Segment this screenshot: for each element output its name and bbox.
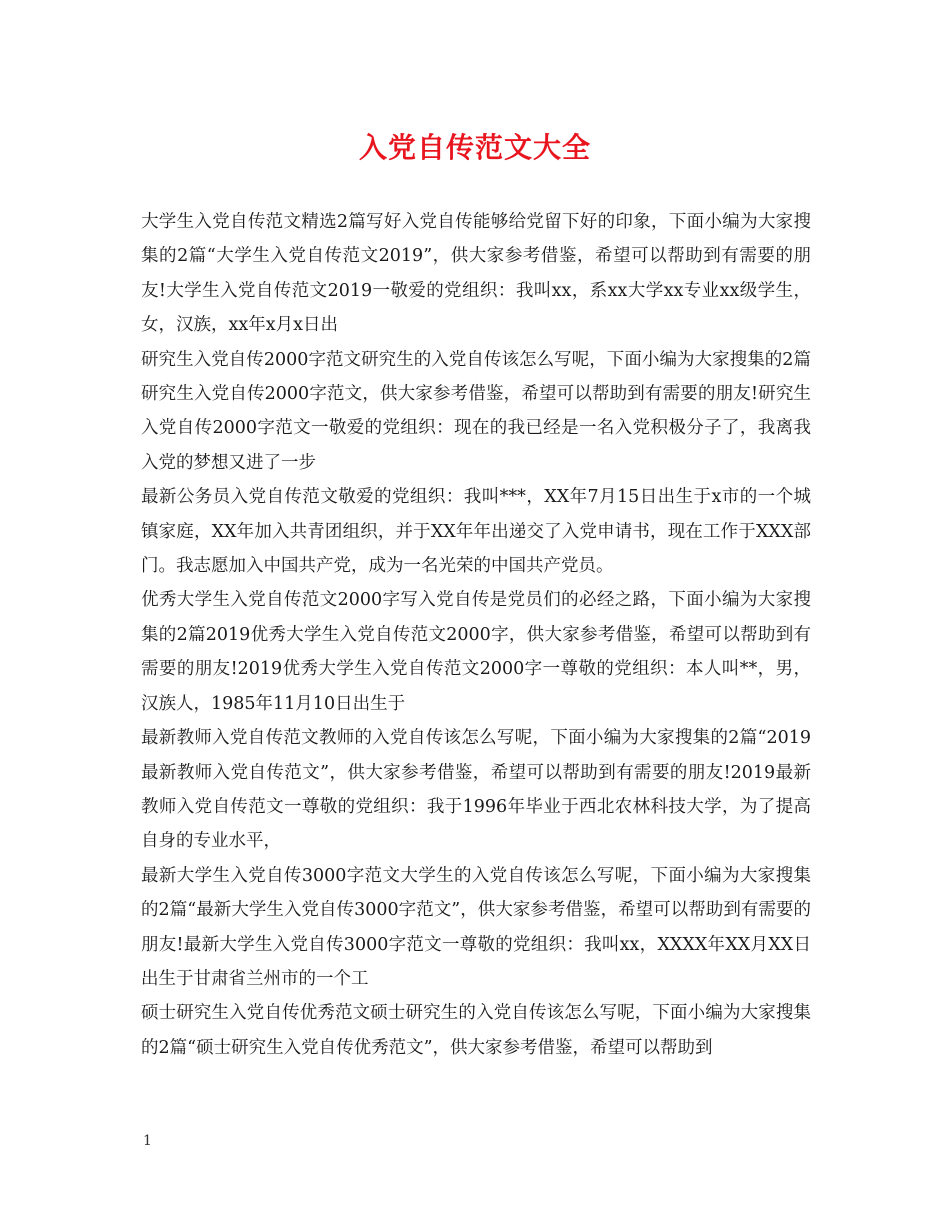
paragraph-3: 最新公务员入党自传范文敬爱的党组织：我叫***，XX年7月15日出生于x市的一个城镇家庭，XX年加入共青团组织，并于XX年年出递交了入党申请书，现在工作于XXX部门。我志愿加入中国共产党，成为一名光荣的中国共产党员。	[141, 487, 811, 577]
paragraph-5: 最新教师入党自传范文教师的入党自传该怎么写呢，下面小编为大家搜集的2篇“2019最新教师入党自传范文”，供大家参考借鉴，希望可以帮助到有需要的朋友!2019最新教师入党自传范文一尊敬的党组织：我于1996年毕业于西北农林科技大学，为了提高自身的专业水平，	[141, 728, 811, 852]
paragraph-1: 大学生入党自传范文精选2篇写好入党自传能够给党留下好的印象，下面小编为大家搜集的2篇“大学生入党自传范文2019”，供大家参考借鉴，希望可以帮助到有需要的朋友!大学生入党自传范文2019一敬爱的党组织：我叫xx，系xx大学xx专业xx级学生，女，汉族，xx年x月x日出	[141, 212, 811, 336]
paragraph-6: 最新大学生入党自传3000字范文大学生的入党自传该怎么写呢，下面小编为大家搜集的2篇“最新大学生入党自传3000字范文”，供大家参考借鉴，希望可以帮助到有需要的朋友!最新大学生入党自传3000字范文一尊敬的党组织：我叫xx，XXXX年XX月XX日出生于甘肃省兰州市的一个工	[141, 865, 811, 989]
document-title: 入党自传范文大全	[358, 131, 591, 164]
document-body	[141, 205, 811, 1065]
paragraph-2: 研究生入党自传2000字范文研究生的入党自传该怎么写呢，下面小编为大家搜集的2篇研究生入党自传2000字范文，供大家参考借鉴，希望可以帮助到有需要的朋友!研究生入党自传2000字范文一敬爱的党组织：现在的我已经是一名入党积极分子了，我离我入党的梦想又进了一步	[141, 349, 811, 473]
paragraph-7: 硕士研究生入党自传优秀范文硕士研究生的入党自传该怎么写呢，下面小编为大家搜集的2篇“硕士研究生入党自传优秀范文”，供大家参考借鉴，希望可以帮助到	[141, 1003, 811, 1058]
paragraph-4: 优秀大学生入党自传范文2000字写入党自传是党员们的必经之路，下面小编为大家搜集的2篇2019优秀大学生入党自传范文2000字，供大家参考借鉴，希望可以帮助到有需要的朋友!2019优秀大学生入党自传范文2000字一尊敬的党组织：本人叫**，男，汉族人，1985年11月10日出生于	[141, 590, 811, 714]
page-number: 1	[143, 1133, 152, 1149]
